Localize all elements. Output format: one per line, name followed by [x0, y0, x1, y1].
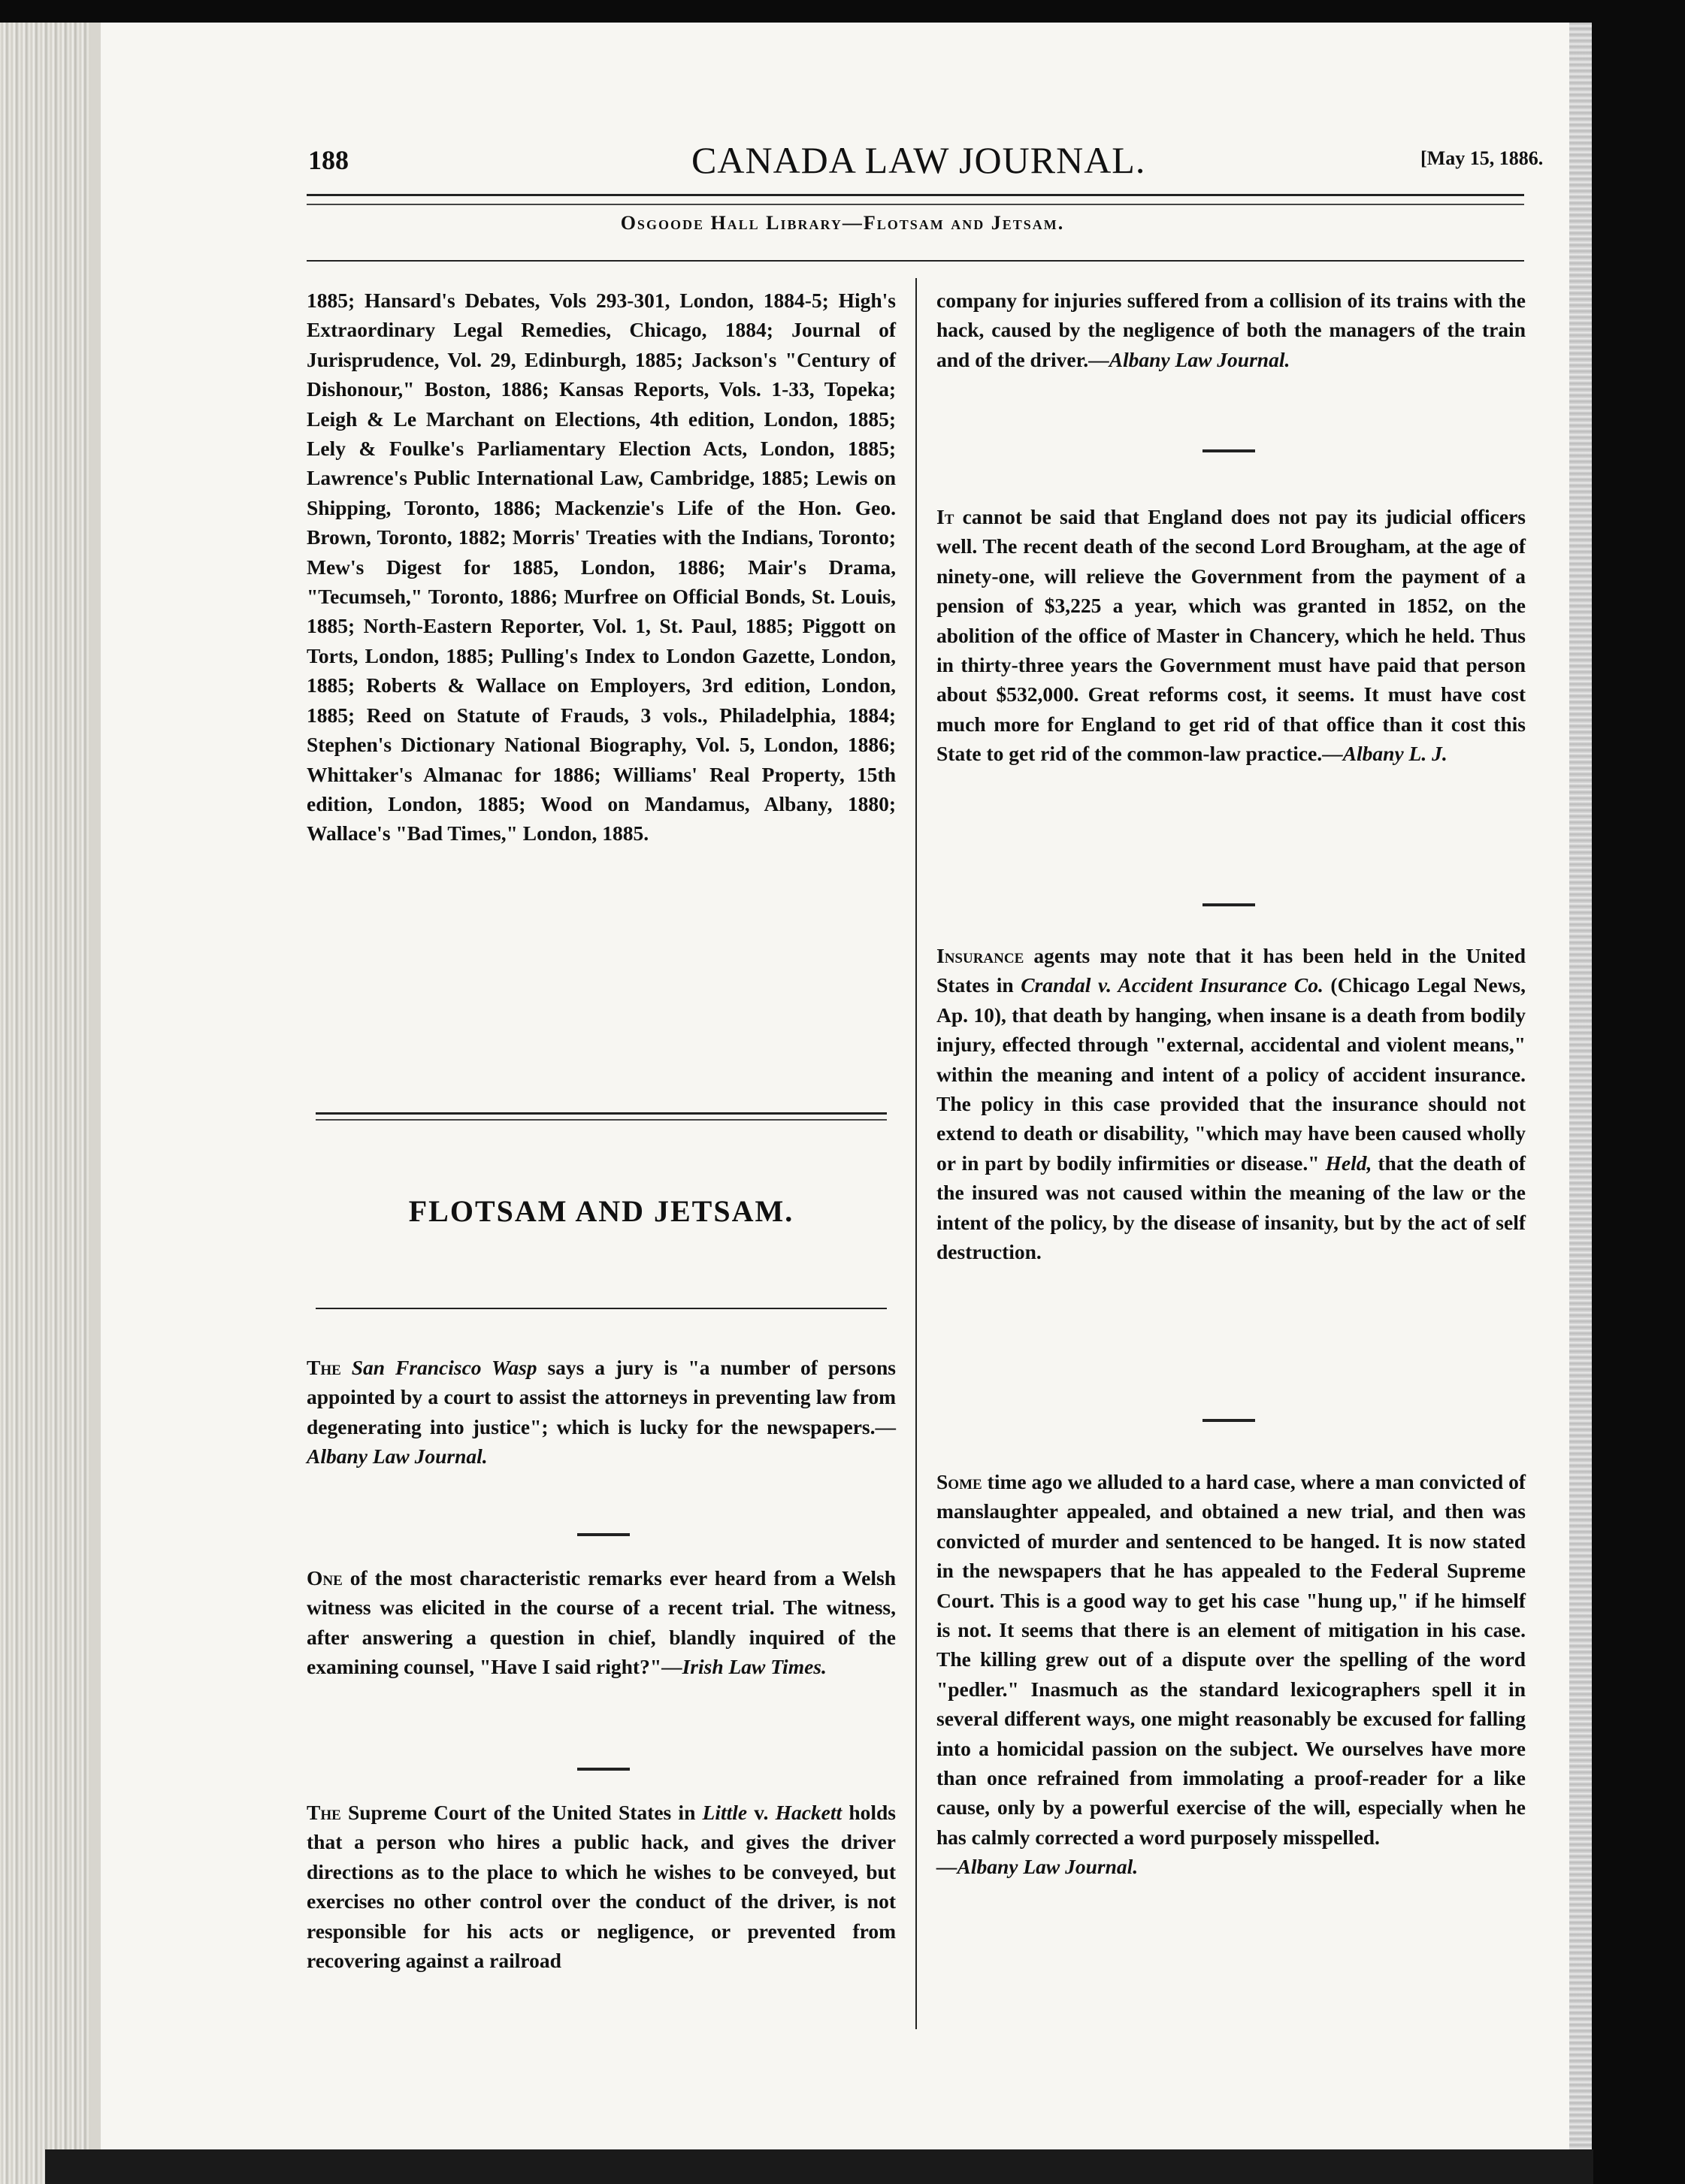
held-label: Held,: [1325, 1151, 1372, 1175]
item-brougham: [936, 502, 1526, 769]
source-title: San Francisco Wasp: [351, 1356, 537, 1379]
item-jury: [307, 1353, 896, 1472]
item-body: (Chicago Legal News, Ap. 10), that death by hanging, when insane is a death from bodily injury, effected through "external, accidental and violent means," within the meaning and intent of a policy of accident insurance. The policy in this case provided that the insurance should not extend to death or disability, "which may have been caused wholly or in part by bodily infirmities or disease.": [936, 973, 1526, 1175]
separator-rule: [1202, 1419, 1255, 1422]
case-name: Crandal v. Accident Insurance Co.: [1021, 973, 1323, 997]
separator-rule: [1202, 903, 1255, 906]
item-welsh-witness: [307, 1563, 896, 1682]
item-body: time ago we alluded to a hard case, where a man convicted of manslaughter appealed, and obtained a new trial, and then was convicted of murder and sentenced to be hanged. It is now stated in the newspapers that he has appealed to the Federal Supreme Court. This is a good way to get his case "hung up," if he himself is not. It seems that there is an element of mitigation in his case. The killing grew out of a dispute over the spelling of the word "pedler." Inasmuch as the standard lexicographers spell it in several different ways, one might reasonably be excused for falling into a homicidal passion on the subject. We ourselves have more than once refrained from immolating a proof-reader for a like cause, only by a powerful exercise of the will, especially when he has calmly corrected a word purposely misspelled.: [936, 1470, 1526, 1849]
citation: Albany Law Journal.: [307, 1444, 488, 1469]
item-lead: The: [307, 1801, 341, 1824]
separator-rule: [1202, 449, 1255, 452]
section-rule: [307, 260, 1524, 262]
citation: Albany L. J.: [1342, 742, 1448, 766]
library-list-text: 1885; Hansard's Debates, Vols 293-301, London, 1884-5; High's Extraordinary Legal Remedies, Chicago, 1884; Journal of Jurisprudence, Vol. 29, Edinburgh, 1885; Jackson's "Century of Dishonour," Boston, 1886; Kansas Reports, Vols. 1-33, Topeka; Leigh & Le Marchant on Elections, 4th edition, London, 1885; Lely & Foulke's Parliamentary Election Acts, London, 1885; Lawrence's Public International Law, Cambridge, 1885; Lewis on Shipping, Toronto, 1886; Mackenzie's Life of the Hon. Geo. Brown, Toronto, 1882; Morris' Treaties with the Indians, Toronto; Mew's Digest for 1885, London, 1886; Mair's Drama, "Tecumseh," Toronto, 1886; Murfree on Official Bonds, St. Louis, 1885; North-Eastern Reporter, Vol. 1, St. Paul, 1885; Piggott on Torts, London, 1885; Pulling's Index to London Gazette, London, 1885; Roberts & Wallace on Employers, 3rd edition, London, 1885; Reed on Statute of Frauds, 3 vols., Philadelphia, 1884; Stephen's Dictionary National Biography, Vol. 5, London, 1886; Whittaker's Almanac for 1886; Williams' Real Property, 15th edition, London, 1885; Wood on Mandamus, Albany, 1880; Wallace's "Bad Times," London, 1885.: [307, 289, 896, 845]
item-body: that the death of the insured was not caused within the meaning of the law or the intent of the policy, by the disease of insanity, but by the act of self destruction.: [936, 1151, 1526, 1264]
item-lead: Insurance: [936, 944, 1024, 967]
flotsam-rule: [316, 1308, 887, 1309]
scan-right-border: [1592, 23, 1685, 2184]
scan-bottom-border: [45, 2149, 1593, 2184]
item-insurance: [936, 941, 1526, 1266]
citation: Irish Law Times.: [682, 1655, 827, 1679]
item-lead: It: [936, 505, 954, 528]
item-body: of the most characteristic remarks ever heard from a Welsh witness was elicited in the course of a recent trial. The witness, after answering a question in chief, blandly inquired of the examining counsel, "Have I said right?"—: [307, 1566, 896, 1679]
section-header: Osgoode Hall Library—Flotsam and Jetsam.: [620, 212, 1065, 234]
item-body: Supreme Court of the United States in: [340, 1801, 703, 1824]
page-edge-texture: [1569, 23, 1592, 2184]
library-end-rule: [316, 1112, 887, 1121]
library-list: [307, 286, 896, 848]
case-versus: v.: [747, 1801, 776, 1824]
item-lead: One: [307, 1566, 343, 1590]
item-hack-continued: [936, 286, 1526, 374]
item-body: agents may note that it has been held in the United States in: [936, 944, 1526, 997]
item-pedler: [936, 1467, 1526, 1882]
item-body: company for injuries suffered from a collision of its trains with the hack, caused by the negligence of both the managers of the train and of the driver.—: [936, 289, 1526, 371]
citation: —Albany Law Journal.: [936, 1855, 1139, 1879]
header-rule: [307, 194, 1524, 205]
item-lead: The: [307, 1356, 341, 1379]
item-lead: Some: [936, 1470, 982, 1493]
item-body: says a jury is "a number of persons appointed by a court to assist the attorneys in preventing law from degenerating into justice"; which is lucky for the newspapers.—: [307, 1356, 896, 1438]
item-supreme-court: [307, 1798, 896, 1975]
item-body: holds that a person who hires a public hack, and gives the driver directions as to the place to which he wishes to be conveyed, but exercises no other control over the conduct of the driver, is not responsible for his acts or negligence, or prevented from recovering against a railroad: [307, 1801, 897, 1973]
item-body: cannot be said that England does not pay its judicial officers well. The recent death of the second Lord Brougham, at the age of ninety-one, will relieve the Government from the payment of a pension of $3,225 a year, which was granted in 1852, on the abolition of the office of Master in Chancery, which he held. Thus in thirty-three years the Government must have paid that person about $532,000. Great reforms cost, it seems. It must have cost much more for England to get rid of that office than it cost this State to get rid of the common-law practice.—: [936, 505, 1526, 766]
flotsam-heading: FLOTSAM AND JETSAM.: [408, 1194, 794, 1228]
case-name: Hackett: [775, 1801, 842, 1824]
separator-rule: [577, 1768, 630, 1771]
book-gutter-shadow: [90, 23, 101, 2184]
issue-date: [May 15, 1886.: [1420, 147, 1544, 169]
case-name: Little: [702, 1801, 748, 1824]
separator-rule: [577, 1533, 630, 1536]
column-divider: [915, 278, 917, 2029]
page-number: 188: [308, 145, 349, 175]
book-gutter: [0, 23, 90, 2184]
scan-top-border: [0, 0, 1685, 23]
journal-title: CANADA LAW JOURNAL.: [691, 139, 1146, 181]
citation: Albany Law Journal.: [1109, 347, 1290, 371]
